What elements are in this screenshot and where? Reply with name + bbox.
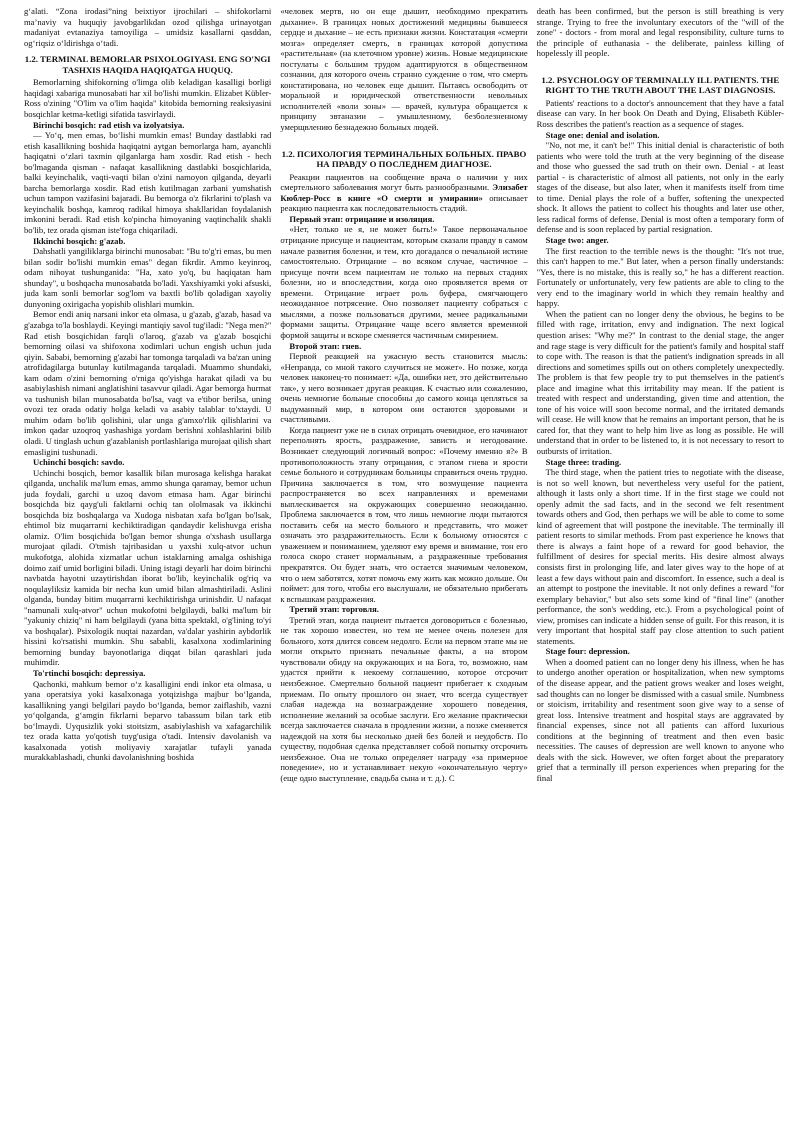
stage-heading: Stage two: anger. xyxy=(545,235,609,246)
stage-heading: Birinchi bosqich: rad etish va izolyatsiya. xyxy=(33,119,185,130)
paragraph: Когда пациент уже не в силах отрицать очевидное, его начинают переполнять ярость, раздражение, зависть и негодование. Возникает следующий логичный вопрос: «Почему именно я?» В противоположность этапу отрицания, с этапом гнева и ярости семье больного и сотрудникам больницы справиться очень трудно. Причина заключается в том, что возмущение пациента распространяется во всех направлениях и временами выплескивается на окружающих совершенно неожиданно. Проблема заключается в том, что лишь немногие люди пытаются поставить себя на место больного и представить, что может означать это раздражительность. Если к больному относятся с уважением и пониманием, уделяют ему время и внимание, тон его голоса скоро станет нормальным, а раздраженные требования прекратятся. Он будет знать, что остается значимым человеком, что о нем заботятся, хотят помочь ему жить как можно дольше. Он поймет: для того, чтобы его выслушали, не обязательно прибегать к вспышкам раздражения. xyxy=(280,424,528,604)
stage-heading: Второй этап: гнев. xyxy=(289,340,362,351)
paragraph: When a doomed patient can no longer deny his illness, when he has to undergo another operation or hospitalization, when new symptoms of the disease appear, and the patient grows weaker and loses weight, sad thoughts can no longer be dismissed with a casual smile. Numbness or stoicism, irritability and resentment soon give way to a sense of great loss. Intensive treatment and hospital stays are aggravated by financial expenses, since not all patients can afford luxurious conditions at the beginning of treatment and then even basic necessities. The causes of depression are well known to anyone who deals with the sick. However, we often forget about the preparatory grief that a terminally ill person experiences when preparing for the final xyxy=(536,656,784,783)
paragraph: Третий этап, когда пациент пытается договориться с болезнью, не так хорошо известен, но тем не менее очень полезен для больного, хотя длится совсем недолго. Если на первом этапе мы не могли открыто признать печальные факты, а на втором чувствовали обиду на окружающих и на Бога, то, возможно, нам удастся прийти к некоему соглашению, которое отсрочит неизбежное. Смертельно больной пациент прибегает к сходным приемам. По опыту прошлого он знает, что всегда существует слабая надежда на вознаграждение хорошего поведения, исполнение желаний за особые заслуги. Его желание практически всегда заключается сначала в продлении жизни, а позже сменяется надеждой на хотя бы несколько дней без болей и неудобств. По существу, подобная сделка представляет собой попытку отсрочить неизбежное. Она не только определяет награду «за примерное поведение», но и устанавливает некую «окончательную черту» (еще одно выступление, свадьба сына и т. д.). С xyxy=(280,614,528,783)
section-heading: 1.2. ПСИХОЛОГИЯ ТЕРМИНАЛЬНЫХ БОЛЬНЫХ. ПРАВО НА ПРАВДУ О ПОСЛЕДНЕМ ДИАГНОЗЕ. xyxy=(281,148,527,170)
paragraph: — Yo‘q, men emas, bo‘lishi mumkin emas! Bunday dastlabki rad etish kasallikning boshida haqiqatni aytgan bemorlarga ham, ayanchli haqiqatni o‘zlari taxmin qilganlarga ham xosdir. Rad etish - hech bo'lmaganda qisman - nafaqat kasallikning dastlabki bosqichlarida, balki keyinchalik, vaqti-vaqti bilan o'zini namoyon qilganda, deyarli barcha bemorlarga xosdir. Rad etish kutilmagan zarbani yumshatish uchun tampon vazifasini bajaradi. Bu bemorga o'z fikrlarini to'plash va keyinchalik boshqa, kamroq radikal himoya shakllaridan foydalanish imkonini beradi. Rad etish ko'pincha himoyaning vaqtinchalik shakli bo'lib, tez orada qisman iste'foga chiqariladi. xyxy=(24,130,272,236)
paragraph: Qachonki, mahkum bemor o‘z kasalligini endi inkor eta olmasa, u yana operatsiya yoki kasalxonaga yotqizishga majbur bo‘lganda, kasallikning yangi belgilari paydo bo‘lganda, bemor zaiflashib, vazni yo‘qolganda, g‘amgin fikrlarni beparvo tabassum bilan tark etib bo‘lmaydi. Uyqusizlik yoki stoitsizm, asabiylashish va xafagarchilik tez orada katta yo'qotish tuyg'usiga o'tadi. Intensiv davolanish va kasalxonada yotish moliyaviy xarajatlar tufayli yanada murakkablashadi, chunki davolanishning boshida xyxy=(24,678,272,763)
spacer xyxy=(537,59,784,69)
paragraph: Первой реакцией на ужасную весть становится мысль: «Неправда, со мной такого случиться не может». Но позже, когда человек наконец-то понимает: «Да, ошибки нет, это действительно так», у него возникает другая реакция. К счастью или сожалению, очень немногие больные способны до самого конца цепляться за выдуманный мир, в котором они остаются здоровыми и счастливыми. xyxy=(280,351,528,425)
paragraph: Dahshatli yangiliklarga birinchi munosabat: "Bu to'g'ri emas, bu men bilan sodir bo'lishi mumkin emas" degan fikrdir. Ammo keyinroq, odam nihoyat tushunganida: "Ha, xato yo'q, bu haqiqatan ham shunday", u boshqacha munosabatda bo'ladi. Yaxshiyamki yoki afsuski, juda kam sonli bemorlar sog'lom va baxtli bo'lib qoladigan xayoliy dunyoning oxirigacha yopishib olishlari mumkin. xyxy=(24,246,272,309)
paragraph: Bemor endi aniq narsani inkor eta olmasa, u g'azab, g'azab, hasad va g'azabga to'la boshlaydi. Keyingi mantiqiy savol tug'iladi: "Nega men?" Rad etish bosqichidan farqli o'laroq, g'azab va g'azab bosqichi bemorning oilasi va shifoxona xodimlari uchun engish uchun juda qiyin. Sababi, bemorning g'azabi har tomonga tarqaladi va ba'zan uning atrofidagilarga butunlay kutilmaganda tarqaladi. Muammo shundaki, kam odam o'zini bemorning o'rniga qo'yishga harakat qiladi va bu asabiylashish nimani anglatishini tasavvur qiladi. Agar bemorga hurmat va tushunish bilan munosabatda bo'lsa, vaqt va e'tibor berilsa, uning ovozi tez orada odatiy holga keladi va asabiy talablar to'xtaydi. U muhim odam bo'lib qolishini, ular unga g'amxo'rlik qilishlarini va imkon qadar uzoqroq yashashiga yordam berishni xohlashlarini bilib oladi. U tinglash uchun g'azablanish portlashlariga murojaat qilish shart emasligini tushunadi. xyxy=(24,309,272,457)
spacer xyxy=(280,133,527,143)
stage-heading: Третий этап: торговля. xyxy=(289,604,379,615)
intro-paragraph: death has been confirmed, but the person is still breathing is very strange. Trying to free the involuntary executors of the "will of the zone" - doctors - from moral and legal responsibility, culture turns to the principle of euthanasia - the deliberate, painless killing of hopelessly ill people. xyxy=(536,6,784,59)
stage-heading: Stage four: depression. xyxy=(545,646,630,657)
text-run: описывает реакцию пациента как последовательность стадий. xyxy=(280,192,528,214)
column-english xyxy=(537,6,784,1127)
stage-heading: To'rtinchi bosqich: depressiya. xyxy=(33,668,146,678)
stage-heading: Ikkinchi bosqich: g'azab. xyxy=(33,235,126,246)
paragraph: «Нет, только не я, не может быть!» Такое первоначальное отрицание присуще и пациентам, которым сказали правду в самом начале развития болезни, и тем, кто догадался о печальной истине самостоятельно. Отрицание – во всяком случае, частичное – присуще почти всем пациентам не только на первых стадиях болезни, но и впоследствии, когда оно проявляется время от времени. Отрицание играет роль буфера, смягчающего неожиданное потрясение. Оно позволяет пациенту собраться с мыслями, а позже пользоваться другими, менее радикальными формами защиты. Отрицание чаще всего является временной формой защиты и вскоре сменяется частичным смирением. xyxy=(280,224,528,340)
section-heading: 1.2. TERMINAL BEMORLAR PSIXOLOGIYASI. ENG SO'NGI TASHXIS HAQIDA HAQIQATGA HUQUQ. xyxy=(24,54,271,75)
paragraph: Uchinchi bosqich, bemor kasallik bilan murosaga kelishga harakat qilganda, unchalik ma'lum emas, ammo shunga qaramay, bemor uchun juda foydali, garchi u uzoq davom etmasa ham. Agar birinchi bosqichda biz qayg'uli faktlarni ochiq tan ololmasak va ikkinchi bosqichda biz boshqalarga va Xudoga nisbatan xafa bo'lgan bo'lsak, ehtimol biz muqarrarni kechiktiradigan qandaydir kelishuvga erisha olamiz. O'lim bosqichida bo'lgan bemor shunga o'xshash usullarga murojaat qiladi. O'tmish tajribasidan u yaxshi xulq-atvor uchun mukofotga, alohida xizmatlar uchun istaklarning amalga oshishiga doimo zaif umid borligini biladi. Uning istagi deyarli har doim birinchi navbatda hayotni uzaytirishdan iborat bo'lib, keyinchalik og'riq va noqulayliksiz kamida bir necha kun umid bilan almashtiriladi. Aslini olganda, bunday bitim muqarrarni kechiktirishga urinishdir. U nafaqat "namunali xulq-atvor" uchun mukofotni belgilaydi, balki ma'lum bir "yakuniy chiziq" ni ham belgilaydi (yana bitta spektakl, o'g'lining to'yi va boshqalar). Psixologik nuqtai nazardan, va'dalar yashirin aybdorlik hissini ko'rsatishi mumkin. Shu sababli, kasalxona xodimlarining bemorning bunday bayonotlariga diqqat bilan qarashlari juda muhimdir. xyxy=(24,467,272,668)
text-run: Реакции пациентов на сообщение врача о наличии у них смертельного заболевания могут быть разнообразными. xyxy=(280,171,528,193)
paragraph: Bemorlarning shifokorning o'limga olib keladigan kasalligi borligi haqidagi xabariga munosabati har xil bo'lishi mumkin. Elizabet Kübler-Ross o'zining "O'lim va o'lim haqida" kitobida bemorning reaksiyasini bosqichlar ketma-ketligi sifatida tasvirlaydi. xyxy=(24,77,272,120)
column-russian xyxy=(280,6,527,1127)
book-reference: Элизабет Кюблер-Росс в книге «О смерти и умирании» xyxy=(280,182,528,203)
section-heading: 1.2. PSYCHOLOGY OF TERMINALLY ILL PATIENTS. THE RIGHT TO THE TRUTH ABOUT THE LAST DIAGNOSIS. xyxy=(541,74,780,96)
paragraph: When the patient can no longer deny the obvious, he begins to be filled with rage, irritation, envy and indignation. The next logical question arises: "Why me?" In contrast to the denial stage, the anger and rage stage is very difficult for the patient's family and hospital staff to cope with. The reason is that the patient's indignation spreads in all directions and sometimes spills out on others completely unexpectedly. The problem is that few people try to put themselves in the patient's place and imagine what this irritability may mean. If the patient is treated with respect and understanding, given time and attention, the tone of his voice will soon become normal, and the irritated demands will cease. He will know that he remains an important person, that he is cared for, that they want to help him live as long as possible. He will understand that in order to be listened to, it is not necessary to resort to outbursts of irritation. xyxy=(536,308,784,456)
paragraph: The first reaction to the terrible news is the thought: "It's not true, this can't happen to me." But later, when a person finally understands: "Yes, there is no mistake, this is really so," he has a different reaction. Fortunately or unfortunately, very few patients are able to cling to the very end to the imaginary world in which they remain healthy and happy. xyxy=(536,245,784,309)
stage-heading: Stage one: denial and isolation. xyxy=(545,129,660,140)
paragraph: "No, not me, it can't be!" This initial denial is characteristic of both patients who were told the truth at the very beginning of the disease and those who guessed the sad truth on their own. Denial - at least partial - is characteristic of almost all patients, not only in the early stages of the disease, but also later, when it manifests itself from time to time. Denial plays the role of a buffer, softening the unexpected shock. It allows the patient to collect his thoughts and later use other, less radical forms of defense. Denial is most often a temporary form of defense and is soon replaced by partial resignation. xyxy=(536,140,784,235)
stage-heading: Uchinchi bosqich: savdo. xyxy=(33,457,125,468)
stage-heading: Первый этап: отрицание и изоляция. xyxy=(289,213,435,224)
intro-paragraph: «человек мертв, но он еще дышит, необходимо прекратить дыхание». В границах новых достижений медицины бывшееся сердце и дыхание – не есть признаки жизни. Констатация «смерти мозга» определяет смерть, в границах которой допустима «растительная» (на клеточном уровне) жизнь. Новые медицинские постулаты с большим трудом адаптируются в общественном сознании, для которого очень странно суждение о том, что смерть констатирована, но человек еще дышит. Пытаясь освободить от моральной и юридической ответственности невольных исполнителей «воли зоны» — врачей, культура обращается к принципу эвтаназии – умышленному, безболезненному умерщвлению безнадежно больных людей. xyxy=(280,6,528,133)
paragraph: The third stage, when the patient tries to negotiate with the disease, is not so well known, but nevertheless very useful for the patient, although it lasts only a short time. If in the first stage we could not openly admit the sad facts, and in the second we felt resentment towards others and God, then perhaps we will be able to come to some kind of agreement that will postpone the inevitable. The terminally ill patient resorts to similar methods. From past experience he knows that there is always a faint hope of a reward for good behavior, the fulfillment of desires for special merits. His desire almost always consists first in prolonging life, and later gives way to the hope of at least a few days without pain and discomfort. In essence, such a deal is an attempt to postpone the inevitable. It not only defines a reward "for exemplary behavior," but also sets some kind of "final line" (another performance, the son's wedding, etc.). From a psychological point of view, promises can indicate a hidden sense of guilt. For this reason, it is very important that hospital staff pay close attention to such patient statements. xyxy=(536,467,784,646)
paragraph xyxy=(280,172,527,214)
intro-paragraph: g‘alati. “Zona irodasi”ning beixtiyor ijrochilari – shifokorlarni ma’naviy va huquqiy javobgarlikdan ozod qilishga urinayotgan madaniyat evtanaziya tamoyiliga – umidsiz kasallarni qasddan, og‘riqsiz o‘ldirishga o‘tadi. xyxy=(24,6,272,48)
paragraph: Patients' reactions to a doctor's announcement that they have a fatal disease can vary. In her book On Death and Dying, Elisabeth Kübler-Ross describes the patient's reaction as a sequence of stages. xyxy=(536,97,784,130)
column-uzbek xyxy=(24,6,271,1127)
stage-heading: Stage three: trading. xyxy=(545,456,622,467)
